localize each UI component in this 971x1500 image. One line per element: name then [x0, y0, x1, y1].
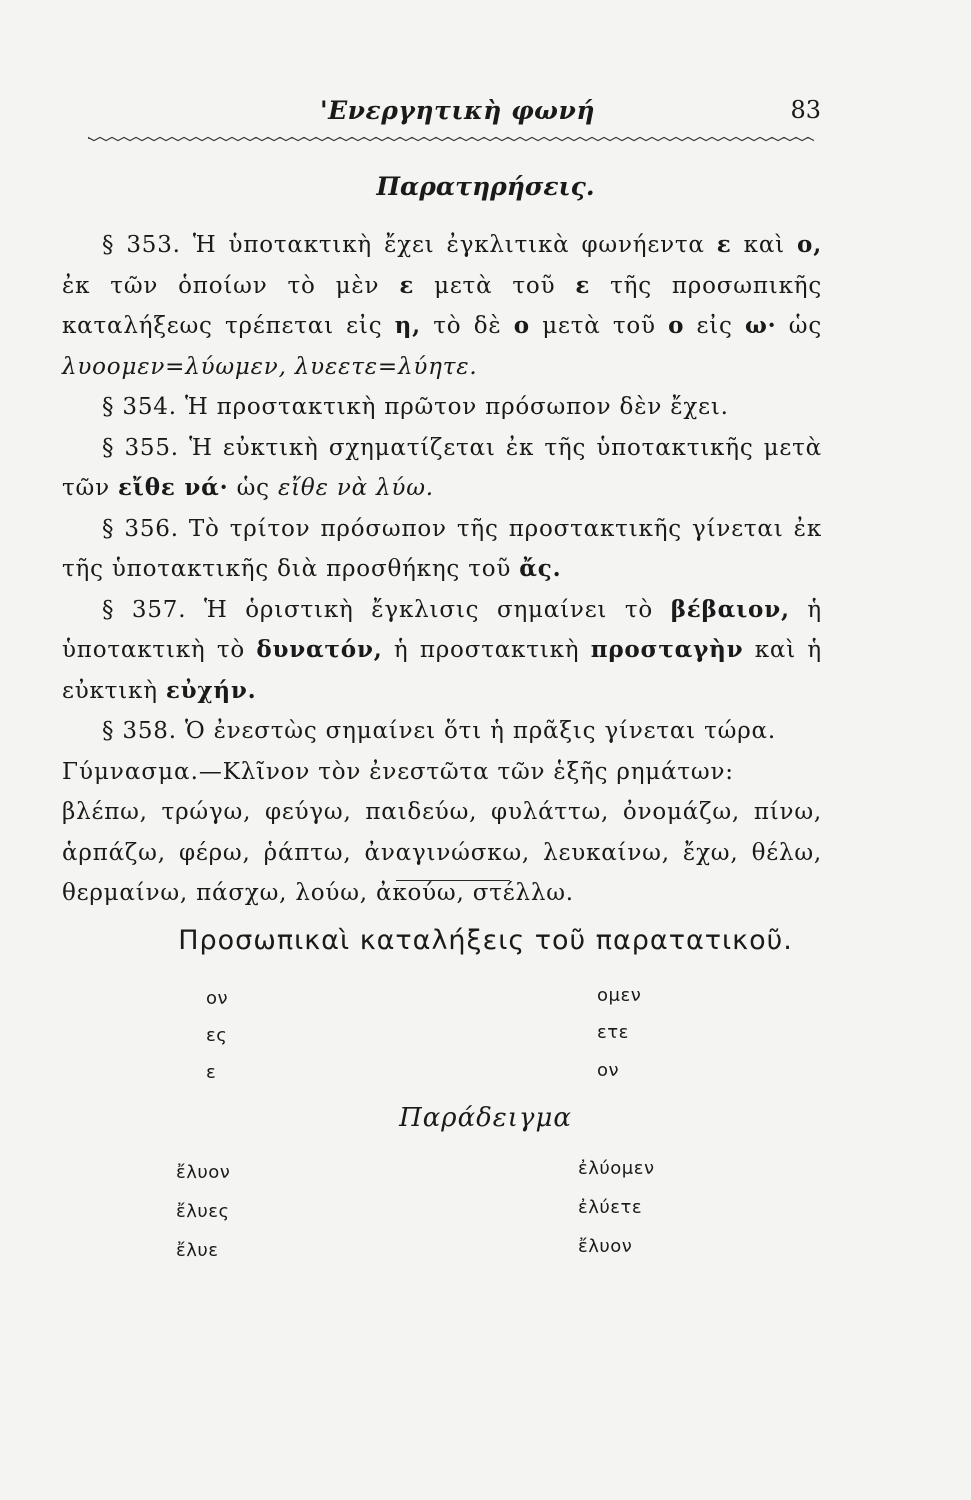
- running-title: 'Ενεργητικὴ φωνή: [319, 96, 596, 125]
- header-wavy-rule: [88, 134, 818, 144]
- ending-right-2: ετε: [597, 1022, 629, 1043]
- ending-left-2: ες: [206, 1025, 228, 1046]
- exercise-verbs: βλέπω, τρώγω, φεύγω, παιδεύω, φυλάττω, ὀνομάζω, πίνω, ἁρπάζω, φέρω, ῥάπτω, ἀναγινώσκω, λευκαίνω, ἔχω, θέλω, θερμαίνω, πάσχω, λούω, ἀκούω, στέλλω.: [62, 799, 822, 906]
- paragraph-353: § 353. Ἡ ὑποτακτικὴ ἔχει ἐγκλιτικὰ φωνήεντα ε καὶ ο, ἐκ τῶν ὁποίων τὸ μὲν ε μετὰ τοῦ ε τῆς προσωπικῆς καταλήξεως τρέπεται εἰς η, τὸ δὲ ο μετὰ τοῦ ο εἰς ω· ὡς λυοομεν=λύωμεν, λυεετε=λύητε.: [62, 231, 823, 380]
- paragraph-356: § 356. Τὸ τρίτον πρόσωπον τῆς προστακτικῆς γίνεται ἐκ τῆς ὑποτακτικῆς διὰ προσθήκης τοῦ ἄς.: [62, 515, 822, 582]
- example-title: Παράδειγμα: [399, 1103, 572, 1133]
- ending-left-3: ε: [206, 1062, 217, 1083]
- body-text: [62, 225, 822, 914]
- ending-left-1: ον: [206, 988, 229, 1009]
- paragraph-354: § 354. Ἡ προστακτικὴ πρῶτον πρόσωπον δὲν ἔχει.: [102, 394, 729, 420]
- section-mark: § 356.: [102, 515, 179, 542]
- paragraph-357: § 357. Ἡ ὁριστικὴ ἔγκλισις σημαίνει τὸ βέβαιον, ἡ ὑποτακτικὴ τὸ δυνατόν, ἡ προστακτικὴ προσταγὴν καὶ ἡ εὐκτικὴ εὐχήν.: [62, 595, 822, 704]
- section-divider: [396, 880, 510, 881]
- example-left-1: ἔλυον: [176, 1162, 231, 1183]
- page-number: 83: [790, 96, 821, 124]
- endings-title: Προσωπικαὶ καταλήξεις τοῦ παρατατικοῦ.: [178, 925, 793, 956]
- paragraph-358: § 358. Ὁ ἐνεστὼς σημαίνει ὅτι ἡ πρᾶξις γίνεται τώρα.: [102, 718, 776, 744]
- ending-right-1: ομεν: [597, 985, 642, 1006]
- exercise-label: Γύμνασμα.: [62, 758, 199, 785]
- example-forms: εἴθε νὰ λύω.: [277, 475, 434, 501]
- section-mark: § 357.: [102, 596, 187, 623]
- section-mark: § 353.: [102, 232, 181, 258]
- example-forms: λυοομεν=λύωμεν, λυεετε=λύητε.: [62, 353, 478, 380]
- paragraph-355: § 355. Ἡ εὐκτικὴ σχηματίζεται ἐκ τῆς ὑποτακτικῆς μετὰ τῶν εἴθε νά· ὡς εἴθε νὰ λύω.: [62, 434, 822, 501]
- section-mark: § 355.: [102, 434, 179, 461]
- section-mark: § 358.: [102, 718, 177, 744]
- example-right-1: ἐλύομεν: [578, 1158, 655, 1179]
- section-heading: Παρατηρήσεις.: [376, 172, 595, 201]
- section-mark: § 354.: [102, 394, 177, 420]
- running-header: [90, 92, 825, 132]
- example-left-2: ἔλυες: [176, 1201, 230, 1222]
- example-right-2: ἐλύετε: [578, 1197, 643, 1218]
- example-left-3: ἔλυε: [176, 1240, 219, 1261]
- ending-right-3: ον: [597, 1060, 620, 1081]
- exercise: [62, 752, 822, 793]
- exercise-intro: —Κλῖνον τὸν ἐνεστῶτα τῶν ἑξῆς ρημάτων:: [198, 758, 734, 785]
- example-right-3: ἔλυον: [578, 1236, 633, 1257]
